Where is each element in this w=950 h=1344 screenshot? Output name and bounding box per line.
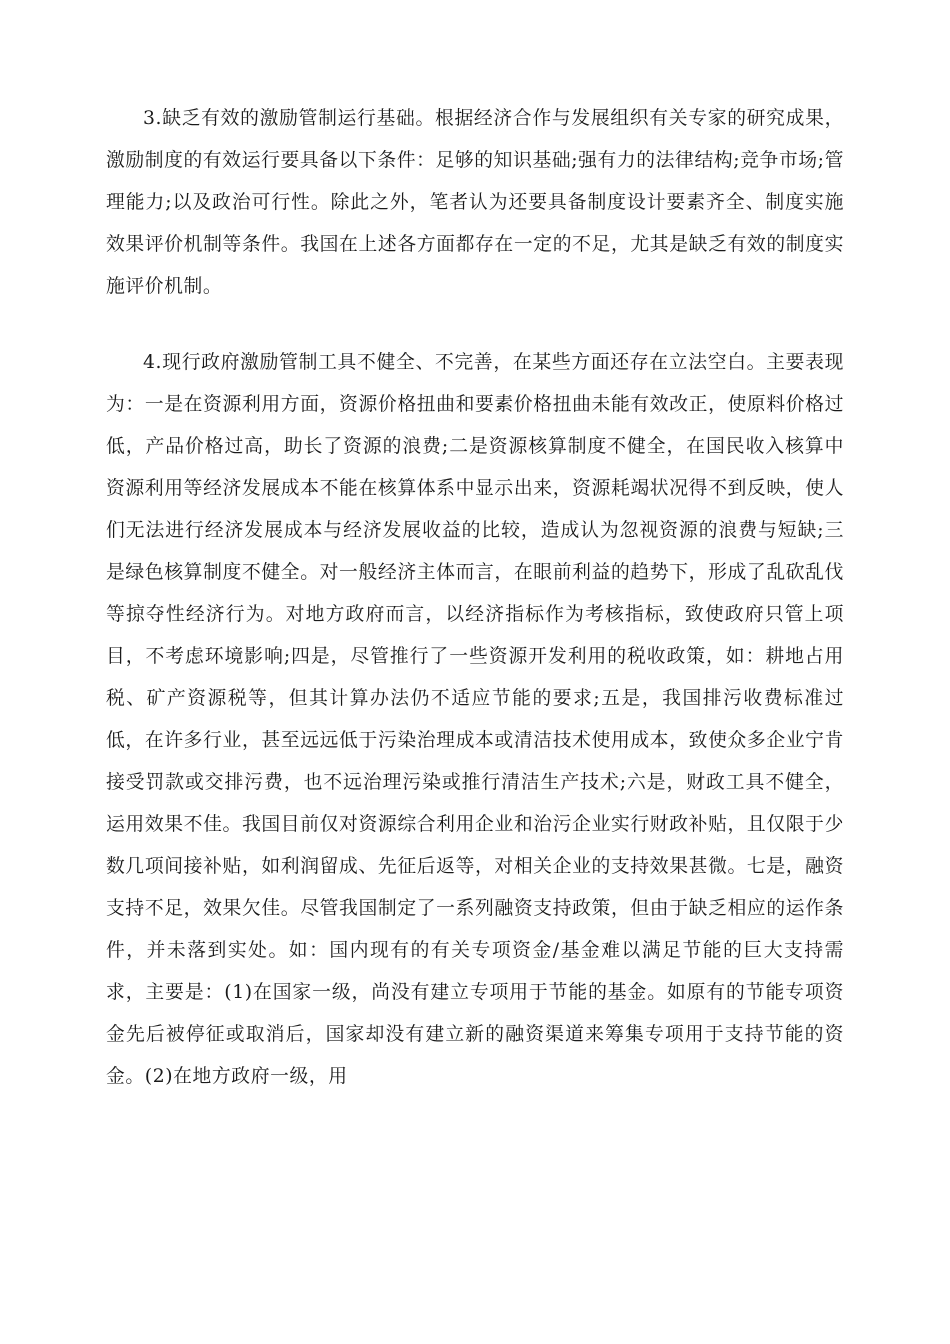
document-page <box>106 98 844 1098</box>
paragraph-3-incentive-regulation-basis: 3.缺乏有效的激励管制运行基础。根据经济合作与发展组织有关专家的研究成果，激励制度的有效运行要具备以下条件：足够的知识基础;强有力的法律结构;竞争市场;管理能力;以及政治可行性。除此之外，笔者认为还要具备制度设计要素齐全、制度实施效果评价机制等条件。我国在上述各方面都存在一定的不足，尤其是缺乏有效的制度实施评价机制。 <box>106 108 845 297</box>
paragraph-4-incentive-tools-incomplete: 4.现行政府激励管制工具不健全、不完善，在某些方面还存在立法空白。主要表现为：一是在资源利用方面，资源价格扭曲和要素价格扭曲未能有效改正，使原料价格过低，产品价格过高，助长了资源的浪费;二是资源核算制度不健全，在国民收入核算中资源利用等经济发展成本不能在核算体系中显示出来，资源耗竭状况得不到反映，使人们无法进行经济发展成本与经济发展收益的比较，造成认为忽视资源的浪费与短缺;三是绿色核算制度不健全。对一般经济主体而言，在眼前利益的趋势下，形成了乱砍乱伐等掠夺性经济行为。对地方政府而言，以经济指标作为考核指标，致使政府只管上项目，不考虑环境影响;四是，尽管推行了一些资源开发利用的税收政策，如：耕地占用税、矿产资源税等，但其计算办法仍不适应节能的要求;五是，我国排污收费标准过低，在许多行业，甚至远远低于污染治理成本或清洁技术使用成本，致使众多企业宁肯接受罚款或交排污费，也不远治理污染或推行清洁生产技术;六是，财政工具不健全，运用效果不佳。我国目前仅对资源综合利用企业和治污企业实行财政补贴，且仅限于少数几项间接补贴，如利润留成、先征后返等，对相关企业的支持效果甚微。七是，融资支持不足，效果欠佳。尽管我国制定了一系列融资支持政策，但由于缺乏相应的运作条件，并未落到实处。如：国内现有的有关专项资金/基金难以满足节能的巨大支持需求，主要是：(1)在国家一级，尚没有建立专项用于节能的基金。如原有的节能专项资金先后被停征或取消后，国家却没有建立新的融资渠道来筹集专项用于支持节能的资金。(2)在地方政府一级，用 <box>106 352 844 1087</box>
